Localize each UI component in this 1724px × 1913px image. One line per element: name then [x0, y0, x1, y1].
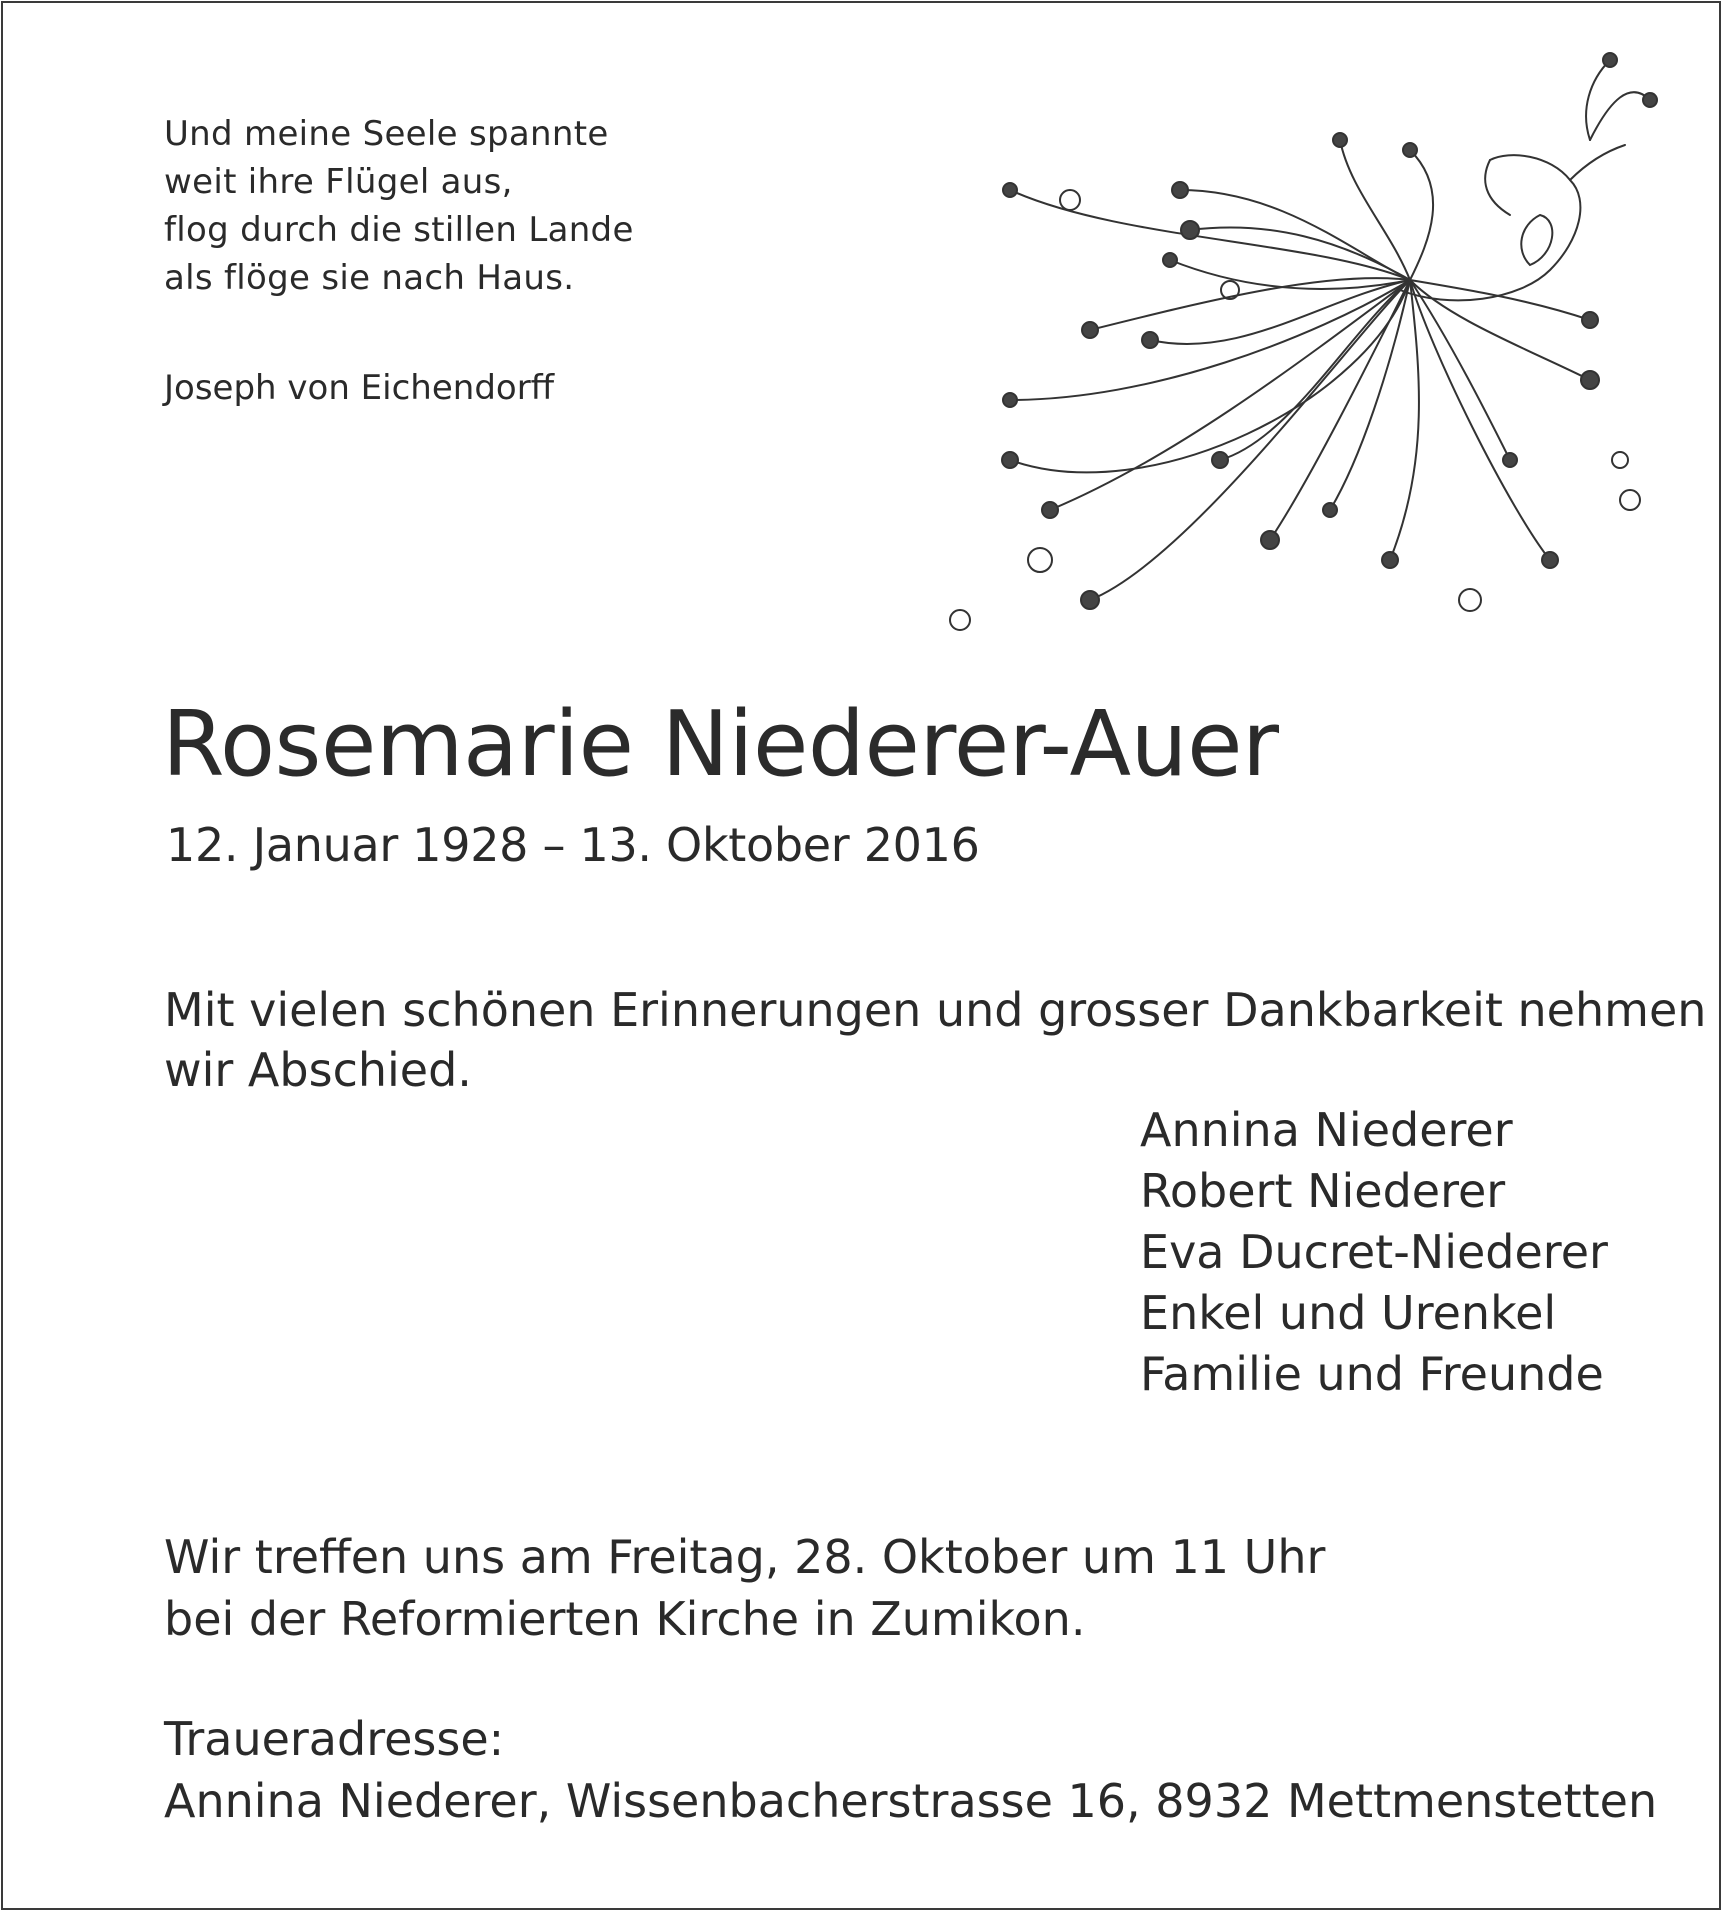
mourner-item: Robert Niederer: [1140, 1164, 1506, 1218]
mourners-list: [1140, 1100, 1608, 1405]
poem-line: flog durch die stillen Lande: [164, 210, 634, 250]
poem: [164, 110, 634, 302]
deceased-name: Rosemarie Niederer-Auer: [162, 692, 1279, 797]
mourning-address: [164, 1708, 1657, 1832]
mourner-item: Familie und Freunde: [1140, 1347, 1604, 1401]
message-line: Mit vielen schönen Erinnerungen und grosser Dankbarkeit nehmen: [164, 983, 1707, 1037]
flower-bird-drawing-icon: [890, 40, 1670, 670]
flower-heads: [950, 53, 1657, 630]
poem-line: weit ihre Flügel aus,: [164, 162, 513, 202]
address-label: Traueradresse:: [164, 1712, 505, 1766]
stem-lines: [1010, 60, 1650, 600]
mourner-item: Annina Niederer: [1140, 1103, 1513, 1157]
poem-author: Joseph von Eichendorff: [164, 368, 555, 408]
poem-line: Und meine Seele spannte: [164, 114, 609, 154]
meeting-info: [164, 1526, 1325, 1650]
farewell-message: [164, 980, 1707, 1100]
mourner-item: Enkel und Urenkel: [1140, 1286, 1557, 1340]
meeting-line: Wir treffen uns am Freitag, 28. Oktober um 11 Uhr: [164, 1530, 1326, 1584]
life-dates: 12. Januar 1928 – 13. Oktober 2016: [166, 818, 980, 872]
meeting-line: bei der Reformierten Kirche in Zumikon.: [164, 1592, 1086, 1646]
message-line: wir Abschied.: [164, 1043, 472, 1097]
mourner-item: Eva Ducret-Niederer: [1140, 1225, 1608, 1279]
address-value: Annina Niederer, Wissenbacherstrasse 16, 8932 Mettmenstetten: [164, 1774, 1658, 1828]
poem-line: als flöge sie nach Haus.: [164, 258, 575, 298]
